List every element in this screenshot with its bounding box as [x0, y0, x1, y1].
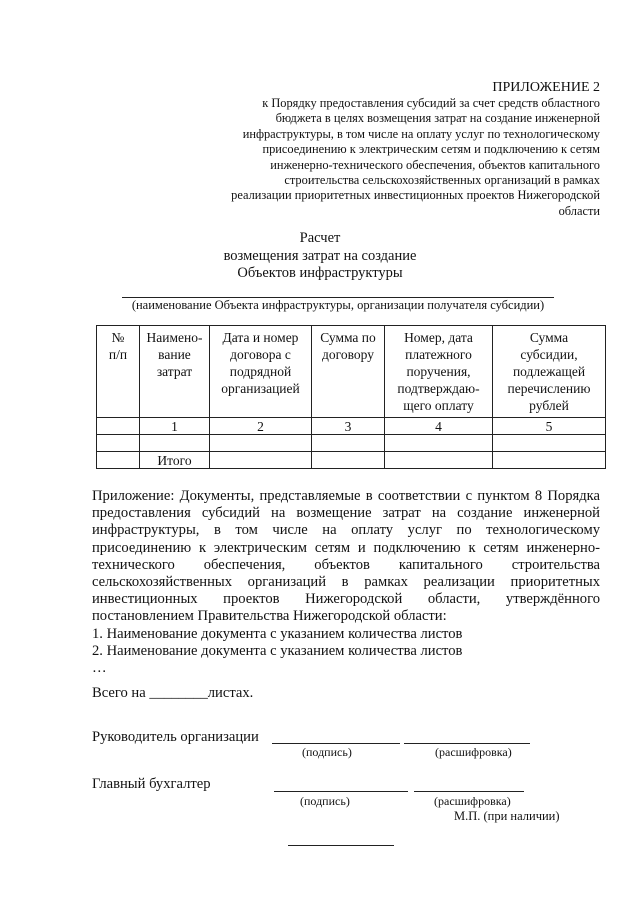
table-total-row	[97, 452, 606, 469]
appendix-line: инженерно-технического обеспечения, объектов капитального	[270, 157, 600, 172]
table-cell[interactable]	[385, 435, 493, 452]
attachment-item: 2. Наименование документа с указанием количества листов	[92, 642, 463, 659]
table-cell[interactable]	[140, 435, 210, 452]
signature-caption: (подпись)	[300, 794, 350, 808]
table-cell: 4	[385, 418, 493, 435]
appendix-line: инфраструктуры, в том числе на оплату услуг по технологическому	[242, 126, 600, 141]
total-sheets-blank[interactable]: ________	[149, 685, 208, 702]
title-line: возмещения затрат на создание	[223, 247, 417, 264]
appendix-line: присоединению к электрическим сетям и подключению к сетям	[262, 142, 600, 157]
table-cell[interactable]	[385, 452, 493, 469]
header-contract-sum: Сумма по договору	[312, 326, 385, 418]
head-label: Руководитель организации	[92, 729, 259, 745]
table-cell[interactable]	[97, 435, 140, 452]
bottom-rule	[288, 845, 394, 846]
attachments-section	[92, 488, 600, 702]
accountant-name-line[interactable]	[414, 790, 524, 792]
appendix-description	[200, 96, 600, 219]
table-cell: 2	[210, 418, 312, 435]
accountant-signature-line[interactable]	[274, 790, 408, 792]
appendix-title: ПРИЛОЖЕНИЕ 2	[492, 80, 600, 95]
total-label: Итого	[140, 452, 210, 469]
organization-name-caption: (наименование Объекта инфраструктуры, организации получателя субсидии)	[131, 298, 545, 312]
table-row	[97, 435, 606, 452]
total-suffix: листах.	[207, 685, 254, 702]
header-payment-order: Номер, дата платежного поручения, подтверждаю- щего оплату	[385, 326, 493, 418]
title-line: Объектов инфраструктуры	[237, 265, 403, 281]
table-header-row	[97, 326, 606, 418]
table-cell: 5	[493, 418, 606, 435]
total-prefix: Всего на	[92, 685, 146, 702]
accountant-label: Главный бухгалтер	[92, 776, 211, 792]
header-row-number: № п/п	[97, 326, 140, 418]
header-expense-name: Наимено- вание затрат	[140, 326, 210, 418]
decode-caption: (расшифровка)	[434, 794, 511, 808]
table-cell[interactable]	[312, 435, 385, 452]
stamp-note: М.П. (при наличии)	[454, 809, 560, 823]
signature-block	[92, 727, 612, 823]
table-cell[interactable]	[493, 435, 606, 452]
header-contract: Дата и номер договора с подрядной организацией	[210, 326, 312, 418]
head-name-line[interactable]	[404, 742, 530, 744]
appendix-line: к Порядку предоставления субсидий за счет средств областного	[262, 96, 600, 110]
table-cell[interactable]	[493, 452, 606, 469]
attachment-ellipsis: …	[92, 660, 107, 677]
table-cell	[97, 452, 140, 469]
signature-caption: (подпись)	[302, 745, 352, 759]
title-line: Расчет	[299, 230, 341, 246]
appendix-line: области	[558, 203, 600, 218]
attachment-item: 1. Наименование документа с указанием количества листов	[92, 625, 463, 642]
table-cell[interactable]	[210, 452, 312, 469]
table-cell[interactable]	[312, 452, 385, 469]
table-cell: 1	[140, 418, 210, 435]
calculation-table	[96, 325, 606, 469]
accountant-signature-row	[92, 774, 612, 823]
appendix-line: бюджета в целях возмещения затрат на создание инженерной	[275, 111, 600, 126]
total-sheets-line	[92, 685, 600, 702]
table-cell[interactable]	[210, 435, 312, 452]
head-signature-row	[92, 727, 612, 759]
appendix-line: реализации приоритетных инвестиционных проектов Нижегородской	[231, 188, 600, 203]
decode-caption: (расшифровка)	[435, 745, 512, 759]
document-title	[120, 230, 520, 283]
head-signature-line[interactable]	[272, 742, 400, 744]
table-column-numbers-row	[97, 418, 606, 435]
table-cell: 3	[312, 418, 385, 435]
appendix-header	[200, 80, 600, 219]
attachments-paragraph: Приложение: Документы, представляемые в соответствии с пунктом 8 Порядка предоставления субсидий на возмещение затрат на создание инженерной инфраструктуры, в том числе на оплату услуг по технологическому присоединению к электрическим сетям и подключению к сетям инженерно-технического обеспечения, объектов капитального строительства сельскохозяйственных организаций в рамках реализации приоритетных инвестиционных проектов Нижегородской области, утверждённого постановлением Правительства Нижегородской области:	[92, 488, 600, 625]
appendix-line: строительства сельскохозяйственных организаций в рамках	[284, 173, 600, 188]
header-subsidy-sum: Сумма субсидии, подлежащей перечислению рублей	[493, 326, 606, 418]
table-cell	[97, 418, 140, 435]
